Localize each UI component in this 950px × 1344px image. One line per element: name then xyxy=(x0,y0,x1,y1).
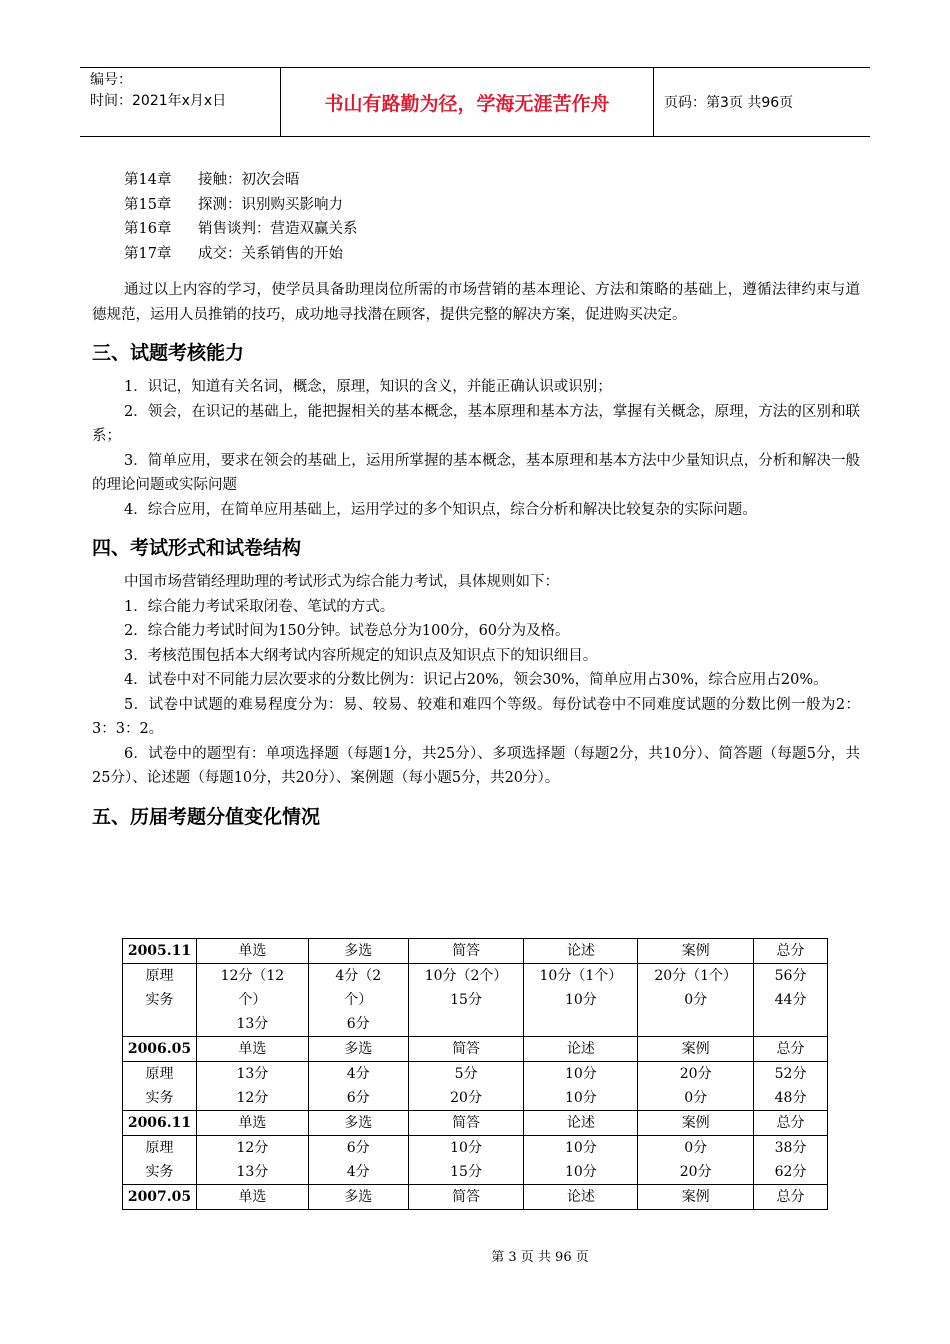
score-history-table xyxy=(122,938,828,1210)
table-cell-line: 实务 xyxy=(145,992,174,1008)
table-row xyxy=(123,1062,828,1111)
table-cell-line: 48分 xyxy=(774,1090,807,1106)
table-cell-line: 10分 xyxy=(564,1090,597,1106)
table-cell: 案例 xyxy=(638,1185,754,1210)
table-cell xyxy=(308,1136,408,1185)
table-cell-line: 实务 xyxy=(145,1090,174,1106)
table-cell xyxy=(754,964,828,1037)
chapter-title: 接触：初次会晤 xyxy=(198,172,300,188)
table-cell: 案例 xyxy=(638,1111,754,1136)
section-4-item: 3．考核范围包括本大纲考试内容所规定的知识点及知识点下的知识细目。 xyxy=(124,647,598,664)
table-cell xyxy=(308,1062,408,1111)
chapter-title: 成交：关系销售的开始 xyxy=(198,245,343,262)
chapter-number: 第14章 xyxy=(124,172,172,188)
table-cell xyxy=(196,1136,308,1185)
table-cell: 2007.05 xyxy=(123,1185,197,1210)
table-cell xyxy=(408,1062,524,1111)
table-cell-line: 0分 xyxy=(684,1090,708,1106)
section-3-item: 3．简单应用，要求在领会的基础上，运用所掌握的基本概念，基本原理和基本方法中少量知识点，分析和解决一般的理论问题或实际问题 xyxy=(92,452,860,493)
table-cell-line: 5分 xyxy=(454,1066,478,1082)
table-header-row xyxy=(123,939,828,964)
table-cell-line: 44分 xyxy=(774,992,807,1008)
table-cell: 2005.11 xyxy=(123,939,197,964)
table-cell: 案例 xyxy=(638,1037,754,1062)
table-cell-line: 56分 xyxy=(774,968,807,984)
chapter-item xyxy=(124,168,860,193)
table-header-row xyxy=(123,1185,828,1210)
table-cell-line: 15分 xyxy=(450,992,482,1008)
header-page-info: 页码：第3页 共96页 xyxy=(664,95,794,111)
section-3-item: 2．领会，在识记的基础上，能把握相关的基本概念，基本原理和基本方法，掌握有关概念，原理，方法的区别和联系； xyxy=(92,403,860,444)
table-cell-line: 62分 xyxy=(774,1164,807,1180)
table-cell-line: 4分 xyxy=(346,1164,370,1180)
section-4-item: 2．综合能力考试时间为150分钟。试卷总分为100分，60分为及格。 xyxy=(124,623,570,639)
table-cell xyxy=(308,964,408,1037)
section-4-item: 5．试卷中试题的难易程度分为：易、较易、较难和难四个等级。每份试卷中不同难度试题的分数比例一般为2：3：3：2。 xyxy=(92,696,860,737)
table-cell-line: 实务 xyxy=(145,1164,174,1180)
table-cell-line: 0分 xyxy=(684,1140,708,1156)
section-3-item: 4．综合应用，在简单应用基础上，运用学过的多个知识点，综合分析和解决比较复杂的实际问题。 xyxy=(124,501,757,518)
time-label: 时间：2021年x月x日 xyxy=(90,93,227,109)
table-cell-line: 52分 xyxy=(774,1066,807,1082)
table-cell-line: 0分 xyxy=(684,992,708,1008)
table-cell-line: 个） xyxy=(344,992,373,1008)
table-cell: 总分 xyxy=(754,1037,828,1062)
number-label: 编号： xyxy=(90,72,132,88)
table-cell-line: 原理 xyxy=(145,1140,174,1156)
table-cell-line: 原理 xyxy=(145,1066,174,1082)
table-cell-line: 10分 xyxy=(564,1140,597,1156)
table-cell xyxy=(524,1136,638,1185)
table-row xyxy=(123,964,828,1037)
chapter-number: 第16章 xyxy=(124,221,172,237)
table-cell: 多选 xyxy=(308,1037,408,1062)
table-cell: 2006.05 xyxy=(123,1037,197,1062)
table-cell xyxy=(123,964,197,1037)
table-cell: 2006.11 xyxy=(123,1111,197,1136)
table-cell: 多选 xyxy=(308,1185,408,1210)
chapter-list xyxy=(92,168,860,266)
table-cell xyxy=(638,964,754,1037)
header-meta xyxy=(80,68,280,136)
table-cell: 简答 xyxy=(408,1037,524,1062)
table-cell-line: 20分 xyxy=(679,1066,712,1082)
table-cell: 总分 xyxy=(754,1185,828,1210)
table-cell xyxy=(408,1136,524,1185)
intro-paragraph: 通过以上内容的学习，使学员具备助理岗位所需的市场营销的基本理论、方法和策略的基础上，遵循法律约束与道德规范，运用人员推销的技巧，成功地寻找潜在顾客，提供完整的解决方案，促进购买决定。 xyxy=(92,282,860,323)
section-3-item: 1．识记，知道有关名词，概念，原理，知识的含义，并能正确认识或识别； xyxy=(124,379,612,395)
table-cell: 多选 xyxy=(308,1111,408,1136)
table-cell xyxy=(123,1062,197,1111)
table-cell-line: 20分 xyxy=(450,1090,482,1106)
table-cell-line: 10分 xyxy=(564,1066,597,1082)
table-cell: 总分 xyxy=(754,939,828,964)
table-cell-line: 个） xyxy=(238,992,267,1008)
table-cell-line: 38分 xyxy=(774,1140,807,1156)
table-cell: 论述 xyxy=(524,939,638,964)
table-cell: 简答 xyxy=(408,1111,524,1136)
section-5-title: 五、历届考题分值变化情况 xyxy=(92,805,321,828)
table-header-row xyxy=(123,1037,828,1062)
header-motto: 书山有路勤为径，学海无涯苦作舟 xyxy=(280,68,654,136)
table-row xyxy=(123,1136,828,1185)
table-cell-line: 10分（2个） xyxy=(424,968,508,984)
page-footer: 第 3 页 共 96 页 xyxy=(491,1250,589,1265)
section-4-item: 1．综合能力考试采取闭卷、笔试的方式。 xyxy=(124,598,395,615)
table-cell: 论述 xyxy=(524,1185,638,1210)
table-cell-line: 6分 xyxy=(346,1090,370,1106)
table-cell xyxy=(524,964,638,1037)
table-cell: 论述 xyxy=(524,1111,638,1136)
table-cell xyxy=(123,1136,197,1185)
table-cell-line: 12分（12 xyxy=(220,968,285,984)
table-cell xyxy=(638,1062,754,1111)
chapter-item xyxy=(124,193,860,218)
table-cell-line: 6分 xyxy=(346,1016,370,1032)
chapter-title: 探测：识别购买影响力 xyxy=(198,196,343,213)
table-cell xyxy=(196,1062,308,1111)
table-cell-line: 13分 xyxy=(236,1066,269,1082)
table-header-row xyxy=(123,1111,828,1136)
table-cell: 单选 xyxy=(196,1037,308,1062)
chapter-item xyxy=(124,217,860,242)
chapter-item xyxy=(124,242,860,267)
table-cell-line: 原理 xyxy=(145,968,174,984)
table-cell-line: 10分 xyxy=(450,1140,482,1156)
table-cell xyxy=(754,1136,828,1185)
table-cell: 多选 xyxy=(308,939,408,964)
section-4-item: 6．试卷中的题型有：单项选择题（每题1分，共25分）、多项选择题（每题2分，共10分）、简答题（每题5分，共25分）、论述题（每题10分，共20分）、案例题（每小题5分，共20分）。 xyxy=(92,745,860,786)
table-cell xyxy=(638,1136,754,1185)
table-cell-line: 4分 xyxy=(346,1066,370,1082)
table-cell: 案例 xyxy=(638,939,754,964)
table-cell xyxy=(524,1062,638,1111)
table-cell-line: 4分（2 xyxy=(335,968,382,984)
chapter-number: 第15章 xyxy=(124,196,172,213)
chapter-number: 第17章 xyxy=(124,245,172,262)
table-cell: 单选 xyxy=(196,939,308,964)
section-4-title: 四、考试形式和试卷结构 xyxy=(92,537,302,559)
table-cell: 简答 xyxy=(408,1185,524,1210)
section-4-item: 4．试卷中对不同能力层次要求的分数比例为：识记占20%，领会30%，简单应用占30%，综合应用占20%。 xyxy=(124,672,828,688)
chapter-title: 销售谈判：营造双赢关系 xyxy=(198,221,358,237)
table-cell xyxy=(408,964,524,1037)
table-cell-line: 15分 xyxy=(450,1164,482,1180)
table-cell-line: 13分 xyxy=(236,1164,269,1180)
table-cell: 总分 xyxy=(754,1111,828,1136)
section-3-title: 三、试题考核能力 xyxy=(92,342,245,364)
table-cell-line: 10分 xyxy=(564,992,597,1008)
table-cell: 简答 xyxy=(408,939,524,964)
table-cell-line: 12分 xyxy=(236,1090,269,1106)
page-header xyxy=(80,67,870,137)
table-cell xyxy=(754,1062,828,1111)
table-cell-line: 13分 xyxy=(236,1016,269,1032)
table-cell-line: 20分 xyxy=(679,1164,712,1180)
table-cell-line: 12分 xyxy=(236,1140,269,1156)
document-body xyxy=(92,168,860,839)
section-4-item: 中国市场营销经理助理的考试形式为综合能力考试，具体规则如下： xyxy=(124,574,559,590)
table-cell-line: 10分 xyxy=(564,1164,597,1180)
table-cell: 论述 xyxy=(524,1037,638,1062)
table-cell-line: 20分（1个） xyxy=(654,968,738,984)
table-cell-line: 6分 xyxy=(346,1140,370,1156)
table-cell-line: 10分（1个） xyxy=(539,968,623,984)
table-cell: 单选 xyxy=(196,1185,308,1210)
table-cell xyxy=(196,964,308,1037)
table-cell: 单选 xyxy=(196,1111,308,1136)
